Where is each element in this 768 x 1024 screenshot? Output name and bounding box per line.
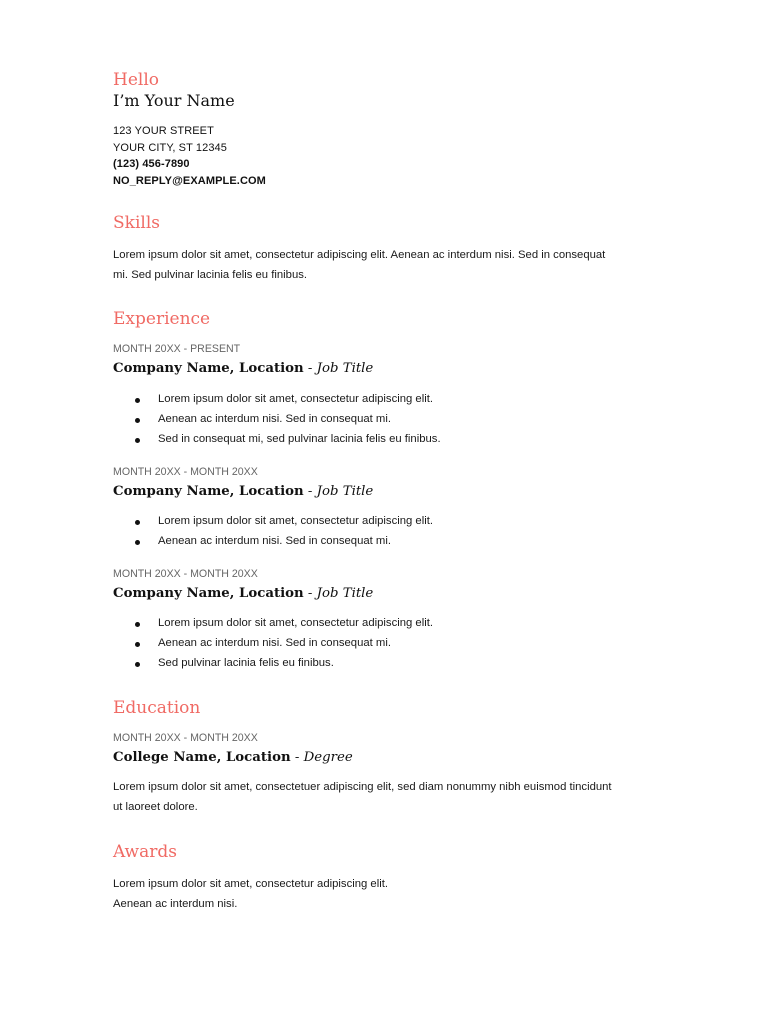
skills-line: mi. Sed pulvinar lacinia felis eu finibus. <box>113 269 308 281</box>
experience-heading: Experience <box>113 309 211 329</box>
awards-line: Lorem ipsum dolor sit amet, consectetur adipiscing elit. <box>113 878 389 890</box>
education-role <box>113 750 353 765</box>
role-separator: - <box>290 750 304 765</box>
bullet-dot <box>135 642 140 647</box>
job-role <box>113 361 373 376</box>
city-state-zip: YOUR CITY, ST 12345 <box>113 142 227 154</box>
job-role <box>113 484 373 499</box>
greeting: Hello <box>113 70 159 90</box>
bullet-text: Aenean ac interdum nisi. Sed in consequat mi. <box>158 413 391 425</box>
job-title: Job Title <box>316 484 374 499</box>
full-name: I’m Your Name <box>113 91 235 110</box>
job-dates: MONTH 20XX - MONTH 20XX <box>113 568 258 580</box>
education-dates: MONTH 20XX - MONTH 20XX <box>113 732 258 744</box>
education-heading: Education <box>113 698 201 718</box>
bullet-dot <box>135 418 140 423</box>
street-address: 123 YOUR STREET <box>113 125 214 137</box>
job-title: Job Title <box>316 586 374 601</box>
degree: Degree <box>303 750 353 765</box>
company-name: Company Name, Location <box>113 361 304 376</box>
bullet-text: Sed pulvinar lacinia felis eu finibus. <box>158 657 334 669</box>
bullet-dot <box>135 540 140 545</box>
bullet-text: Lorem ipsum dolor sit amet, consectetur adipiscing elit. <box>158 393 434 405</box>
bullet-dot <box>135 438 140 443</box>
role-separator: - <box>303 586 317 601</box>
bullet-dot <box>135 520 140 525</box>
awards-heading: Awards <box>113 842 177 862</box>
role-separator: - <box>303 361 317 376</box>
skills-text <box>113 245 658 285</box>
job-dates: MONTH 20XX - PRESENT <box>113 343 241 355</box>
bullet-text: Lorem ipsum dolor sit amet, consectetur adipiscing elit. <box>158 515 434 527</box>
education-line: Lorem ipsum dolor sit amet, consectetuer adipiscing elit, sed diam nonummy nibh euismod tincidunt <box>113 781 612 793</box>
bullet-dot <box>135 398 140 403</box>
awards-line: Aenean ac interdum nisi. <box>113 898 238 910</box>
job-role <box>113 586 373 601</box>
bullet-dot <box>135 622 140 627</box>
email-address: NO_REPLY@EXAMPLE.COM <box>113 175 266 187</box>
company-name: Company Name, Location <box>113 484 304 499</box>
skills-heading: Skills <box>113 213 160 233</box>
bullet-text: Aenean ac interdum nisi. Sed in consequat mi. <box>158 637 391 649</box>
bullet-text: Lorem ipsum dolor sit amet, consectetur adipiscing elit. <box>158 617 434 629</box>
job-title: Job Title <box>316 361 374 376</box>
bullet-dot <box>135 662 140 667</box>
role-separator: - <box>303 484 317 499</box>
job-dates: MONTH 20XX - MONTH 20XX <box>113 466 258 478</box>
bullet-text: Sed in consequat mi, sed pulvinar lacinia felis eu finibus. <box>158 433 441 445</box>
education-line: ut laoreet dolore. <box>113 801 198 813</box>
school-name: College Name, Location <box>113 750 291 765</box>
bullet-text: Aenean ac interdum nisi. Sed in consequat mi. <box>158 535 391 547</box>
education-text <box>113 777 658 817</box>
phone-number: (123) 456-7890 <box>113 158 190 170</box>
company-name: Company Name, Location <box>113 586 304 601</box>
awards-text <box>113 874 658 914</box>
skills-line: Lorem ipsum dolor sit amet, consectetur adipiscing elit. Aenean ac interdum nisi. Sed in consequat <box>113 249 606 261</box>
